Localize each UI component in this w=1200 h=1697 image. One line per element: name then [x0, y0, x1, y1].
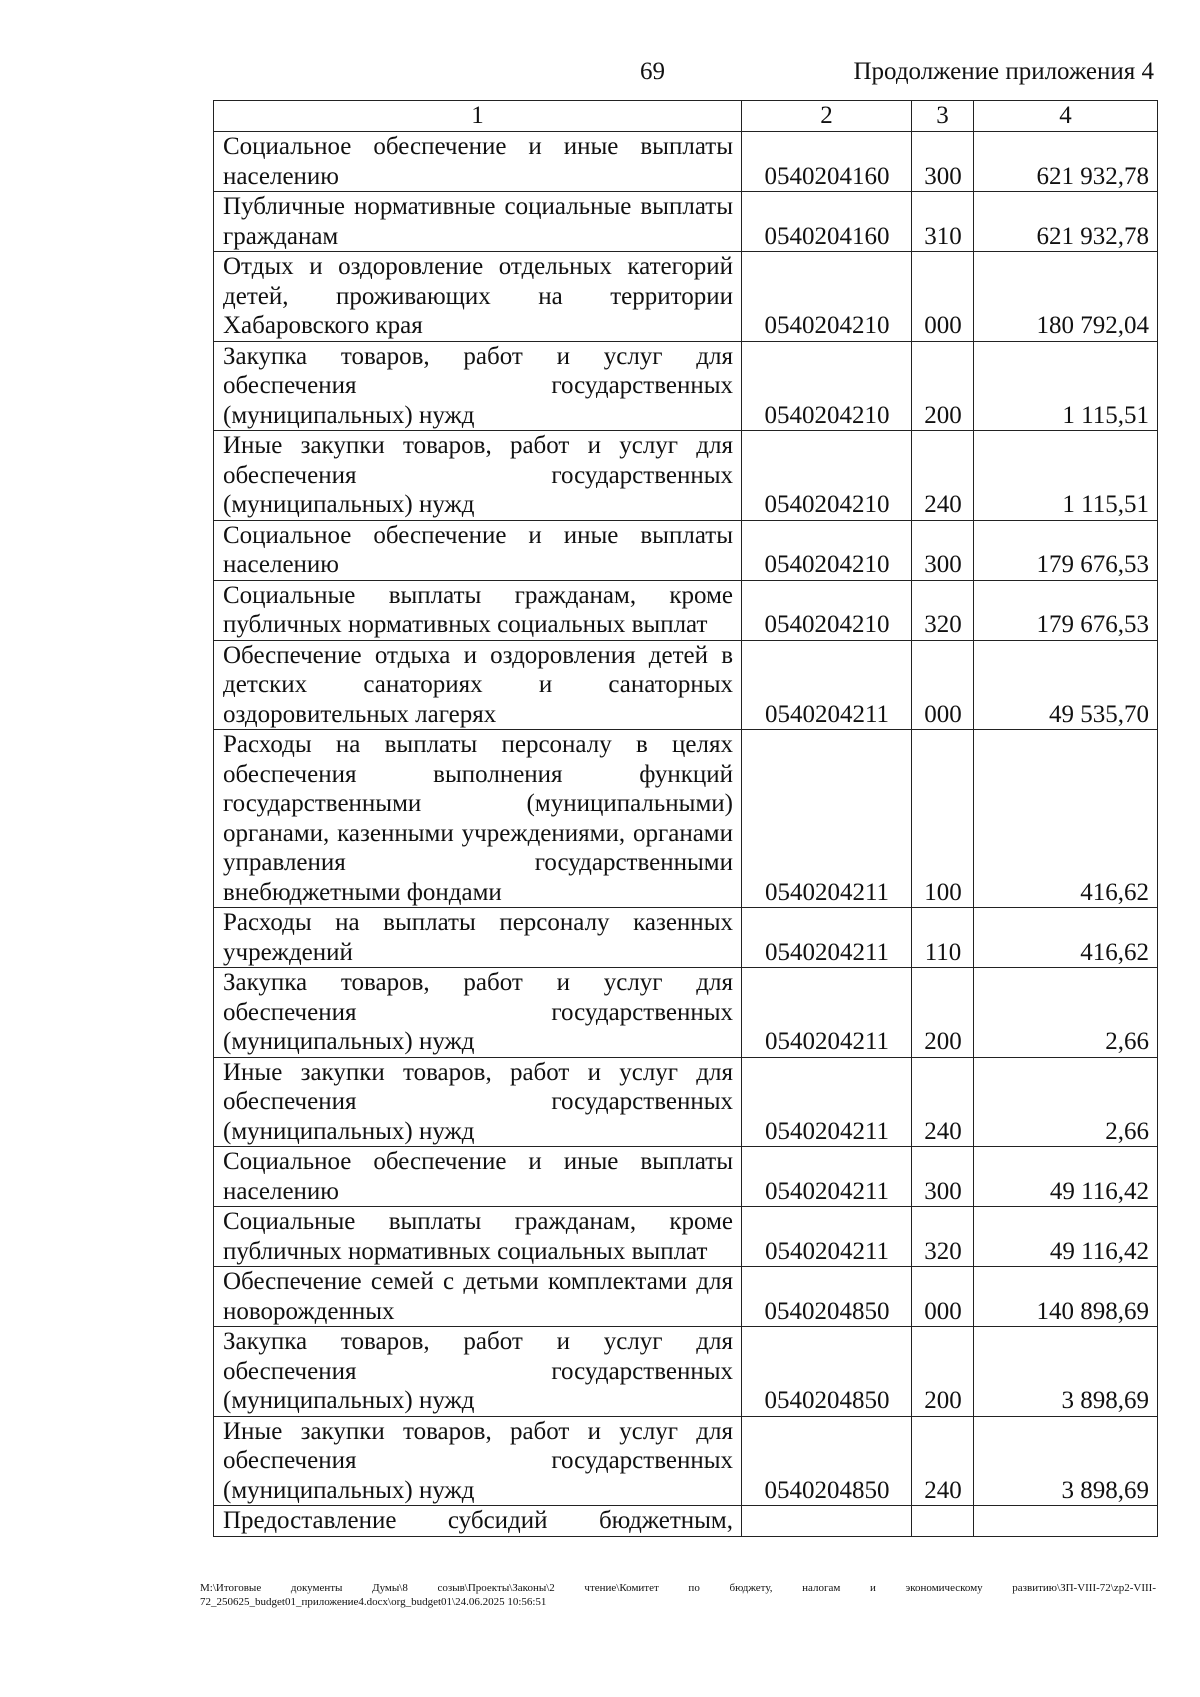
row-code: 0540204211 [742, 730, 912, 908]
row-code: 0540204160 [742, 192, 912, 252]
row-name: Расходы на выплаты персоналу в целях обеспечения выполнения функций государственными (муниципальными) органами, казенными учреждениями, органами управления государственными внебюджетными фондами [214, 730, 742, 908]
table-row-partial [214, 1506, 1158, 1537]
row-type: 300 [912, 132, 974, 192]
row-type: 310 [912, 192, 974, 252]
row-amount: 621 932,78 [974, 132, 1158, 192]
row-code: 0540204211 [742, 968, 912, 1058]
row-code: 0540204210 [742, 252, 912, 342]
row-amount: 180 792,04 [974, 252, 1158, 342]
table-row [214, 341, 1158, 431]
row-code: 0540204850 [742, 1267, 912, 1327]
row-code: 0540204211 [742, 1147, 912, 1207]
row-type: 000 [912, 252, 974, 342]
table-row [214, 1057, 1158, 1147]
row-code: 0540204211 [742, 1207, 912, 1267]
row-name: Обеспечение отдыха и оздоровления детей в детских санаториях и санаторных оздоровительных лагерях [214, 640, 742, 730]
row-name: Закупка товаров, работ и услуг для обеспечения государственных (муниципальных) нужд [214, 968, 742, 1058]
row-type: 100 [912, 730, 974, 908]
row-name: Иные закупки товаров, работ и услуг для обеспечения государственных (муниципальных) нужд [214, 1057, 742, 1147]
row-name: Закупка товаров, работ и услуг для обеспечения государственных (муниципальных) нужд [214, 1327, 742, 1417]
column-header-1: 1 [214, 101, 742, 132]
row-code: 0540204850 [742, 1327, 912, 1417]
table-row [214, 580, 1158, 640]
table-row [214, 520, 1158, 580]
page-number: 69 [640, 58, 665, 85]
row-type: 300 [912, 520, 974, 580]
row-code: 0540204160 [742, 132, 912, 192]
table-body [214, 132, 1158, 1537]
partial-row-name: Предоставление субсидий бюджетным, [214, 1506, 742, 1537]
row-name: Закупка товаров, работ и услуг для обеспечения государственных (муниципальных) нужд [214, 341, 742, 431]
row-name: Расходы на выплаты персоналу казенных учреждений [214, 908, 742, 968]
row-amount: 179 676,53 [974, 520, 1158, 580]
table-row [214, 1327, 1158, 1417]
row-type: 300 [912, 1147, 974, 1207]
row-type: 000 [912, 1267, 974, 1327]
row-name: Социальные выплаты гражданам, кроме публичных нормативных социальных выплат [214, 580, 742, 640]
row-code: 0540204850 [742, 1416, 912, 1506]
table-row [214, 640, 1158, 730]
row-amount: 3 898,69 [974, 1416, 1158, 1506]
row-code: 0540204210 [742, 580, 912, 640]
table-row [214, 1267, 1158, 1327]
row-type: 320 [912, 1207, 974, 1267]
row-name: Социальное обеспечение и иные выплаты населению [214, 1147, 742, 1207]
row-amount: 179 676,53 [974, 580, 1158, 640]
row-name: Иные закупки товаров, работ и услуг для обеспечения государственных (муниципальных) нужд [214, 431, 742, 521]
row-amount: 49 116,42 [974, 1207, 1158, 1267]
partial-row-type [912, 1506, 974, 1537]
row-type: 240 [912, 431, 974, 521]
row-name: Социальное обеспечение и иные выплаты населению [214, 132, 742, 192]
table-row [214, 132, 1158, 192]
row-amount: 1 115,51 [974, 341, 1158, 431]
row-amount: 49 535,70 [974, 640, 1158, 730]
table-row [214, 192, 1158, 252]
row-name: Обеспечение семей с детьми комплектами для новорожденных [214, 1267, 742, 1327]
row-amount: 416,62 [974, 730, 1158, 908]
row-code: 0540204211 [742, 640, 912, 730]
partial-row-code [742, 1506, 912, 1537]
row-amount: 621 932,78 [974, 192, 1158, 252]
row-name: Социальное обеспечение и иные выплаты населению [214, 520, 742, 580]
row-code: 0540204211 [742, 1057, 912, 1147]
row-code: 0540204210 [742, 520, 912, 580]
row-amount: 3 898,69 [974, 1327, 1158, 1417]
row-type: 200 [912, 968, 974, 1058]
column-header-2: 2 [742, 101, 912, 132]
table-row [214, 431, 1158, 521]
table-row [214, 968, 1158, 1058]
table-header [214, 101, 1158, 132]
row-type: 320 [912, 580, 974, 640]
column-header-4: 4 [974, 101, 1158, 132]
row-name: Социальные выплаты гражданам, кроме публичных нормативных социальных выплат [214, 1207, 742, 1267]
table-row [214, 1416, 1158, 1506]
budget-table [213, 100, 1158, 1537]
header-row [214, 101, 1158, 132]
row-code: 0540204211 [742, 908, 912, 968]
appendix-continuation-label: Продолжение приложения 4 [853, 58, 1154, 85]
table-row [214, 730, 1158, 908]
row-type: 200 [912, 1327, 974, 1417]
row-type: 240 [912, 1416, 974, 1506]
row-type: 000 [912, 640, 974, 730]
partial-row-amount [974, 1506, 1158, 1537]
table-row [214, 252, 1158, 342]
row-code: 0540204210 [742, 431, 912, 521]
table-row [214, 1147, 1158, 1207]
row-name: Иные закупки товаров, работ и услуг для обеспечения государственных (муниципальных) нужд [214, 1416, 742, 1506]
table-row [214, 908, 1158, 968]
row-amount: 140 898,69 [974, 1267, 1158, 1327]
row-amount: 1 115,51 [974, 431, 1158, 521]
row-type: 240 [912, 1057, 974, 1147]
table-row [214, 1207, 1158, 1267]
row-amount: 2,66 [974, 968, 1158, 1058]
document-file-path: M:\Итоговые документы Думы\8 созыв\Проекты\Законы\2 чтение\Комитет по бюджету, налогам и экономическому развитию\ЗП-VIII-72\zp2-VIII-72_250625_budget01_приложение4.docx\org_budget01\24.06.2025 10:56:51 [200, 1582, 1156, 1608]
row-amount: 416,62 [974, 908, 1158, 968]
row-type: 200 [912, 341, 974, 431]
column-header-3: 3 [912, 101, 974, 132]
row-type: 110 [912, 908, 974, 968]
row-amount: 2,66 [974, 1057, 1158, 1147]
row-amount: 49 116,42 [974, 1147, 1158, 1207]
row-name: Отдых и оздоровление отдельных категорий детей, проживающих на территории Хабаровского края [214, 252, 742, 342]
row-code: 0540204210 [742, 341, 912, 431]
row-name: Публичные нормативные социальные выплаты гражданам [214, 192, 742, 252]
